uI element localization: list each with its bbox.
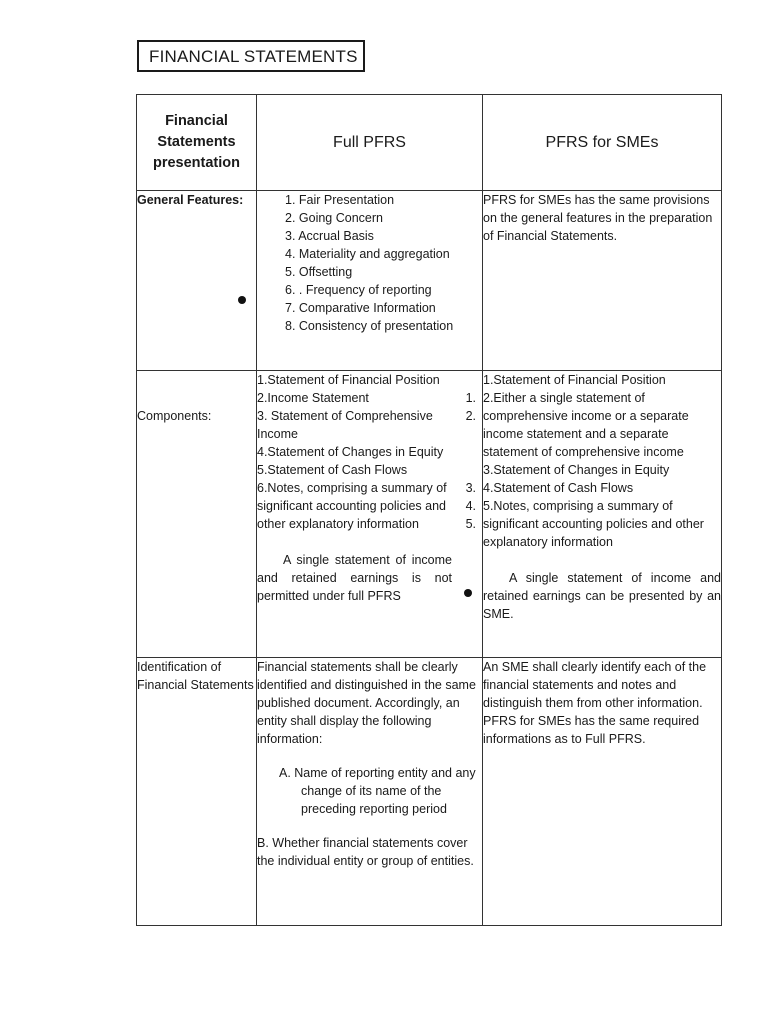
list-item: 1. Fair Presentation [285,193,395,207]
list-item: 3. Statement of Comprehensive Income [257,409,433,441]
row-label-components: Components: [137,409,212,423]
sme-identification-text: An SME shall clearly identify each of the financial statements and notes and distinguish them from other information. PFRS for SMEs has the same required informations as to Full PFRS. [483,660,707,746]
table-row-components [137,371,722,658]
full-pfrs-components-cell [257,371,483,658]
row-label-cell [137,191,257,371]
header-pfrs-smes: PFRS for SMEs [545,133,659,151]
row-label-cell [137,658,257,926]
header-cell-pfrs-smes [483,95,722,191]
list-item: 5.Notes, comprising a summary of significant accounting policies and other explanatory information [483,499,704,549]
list-item: 3. Accrual Basis [285,229,374,243]
sme-components-note: A single statement of income and retained earnings can be presented by an SME. [483,571,721,621]
list-item: 3.Statement of Changes in Equity [483,463,670,477]
list-item: 2.Either a single statement of comprehensive income or a separate income statement and a separate statement of comprehensive income [483,391,689,459]
list-item: 1.Statement of Financial Position [483,373,666,387]
bullet-icon [464,589,472,597]
full-pfrs-identification-item-a: A. Name of reporting entity and any change of its name of the preceding reporting period [279,766,476,816]
list-item: 5.Statement of Cash Flows [257,463,408,477]
list-marker: 1. [465,391,476,405]
list-item: 7. Comparative Information [285,301,436,315]
full-pfrs-identification-intro: Financial statements shall be clearly identified and distinguished in the same published document. Accordingly, an entity shall display the following information: [257,660,476,746]
table-row-general-features [137,191,722,371]
list-item: 4.Statement of Changes in Equity [257,445,444,459]
list-marker: 5. [465,517,476,531]
document-title: FINANCIAL STATEMENTS [137,40,365,72]
list-marker: 3. [465,481,476,495]
list-item: 4.Statement of Cash Flows [483,481,634,495]
row-label-identification: Identification of Financial Statements [137,660,254,692]
list-item: 2. Going Concern [285,211,383,225]
list-marker: 4. [465,499,476,513]
list-markers [466,389,476,533]
list-item: 8. Consistency of presentation [285,319,454,333]
header-cell-full-pfrs [257,95,483,191]
header-cell-presentation [137,95,257,191]
list-item: 6.Notes, comprising a summary of significant accounting policies and other explanatory information [257,481,447,531]
bullet-icon [238,296,246,304]
comparison-table [136,94,722,926]
header-presentation: Financial Statements presentation [152,113,240,171]
list-item: 1.Statement of Financial Position [257,373,440,387]
general-features-list [257,191,482,335]
sme-identification-cell [483,658,722,926]
row-label-general-features: General Features: [137,193,244,207]
table-header-row [137,95,722,191]
list-marker: 2. [465,409,476,423]
full-pfrs-identification-item-b: B. Whether financial statements cover the individual entity or group of entities. [257,836,474,868]
list-item: 4. Materiality and aggregation [285,247,450,261]
header-full-pfrs: Full PFRS [333,133,406,151]
full-pfrs-components-note: A single statement of income and retained earnings is not permitted under full PFRS [257,553,452,603]
sme-components-cell [483,371,722,658]
list-item: 5. Offsetting [285,265,353,279]
full-pfrs-general-cell [257,191,483,371]
list-item: 2.Income Statement [257,391,369,405]
sme-general-text: PFRS for SMEs has the same provisions on the general features in the preparation of Financial Statements. [483,193,713,243]
row-label-cell [137,371,257,658]
full-pfrs-identification-cell [257,658,483,926]
table-row-identification [137,658,722,926]
sme-general-cell [483,191,722,371]
list-item: 6. . Frequency of reporting [285,283,432,297]
